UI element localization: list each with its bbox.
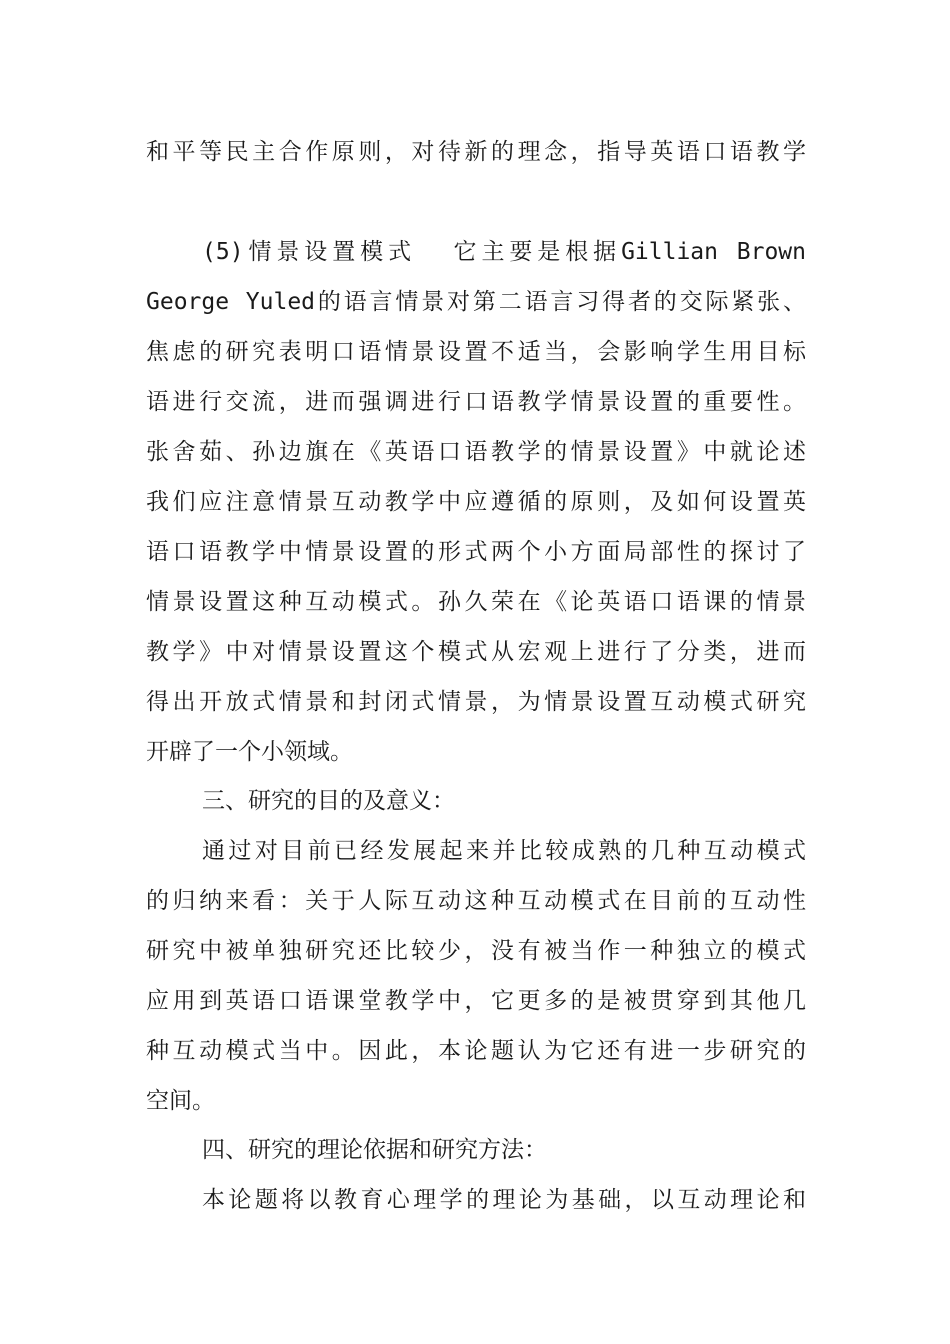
paragraph-line: 空间。 — [146, 1088, 215, 1114]
paragraph-line: 本论题将以教育心理学的理论为基础，以互动理论和 — [202, 1187, 806, 1213]
paragraph-line: George Yuled的语言情景对第二语言习得者的交际紧张、 — [146, 289, 806, 315]
paragraph-line: 焦虑的研究表明口语情景设置不适当，会影响学生用目标 — [146, 339, 806, 365]
paragraph-line: 种互动模式当中。因此，本论题认为它还有进一步研究的 — [146, 1038, 806, 1064]
paragraph-line: 语口语教学中情景设置的形式两个小方面局部性的探讨了 — [146, 539, 806, 565]
paragraph-line: 应用到英语口语课堂教学中，它更多的是被贯穿到其他几 — [146, 988, 806, 1014]
paragraph-line: (5)情景设置模式 它主要是根据Gillian Brown — [202, 239, 806, 265]
section-heading: 四、研究的理论依据和研究方法： — [202, 1137, 547, 1163]
paragraph-line: 得出开放式情景和封闭式情景，为情景设置互动模式研究 — [146, 689, 806, 715]
paragraph-line: 情景设置这种互动模式。孙久荣在《论英语口语课的情景 — [146, 589, 806, 615]
paragraph-line: 研究中被单独研究还比较少，没有被当作一种独立的模式 — [146, 938, 806, 964]
paragraph-line: 张舍茹、孙边旗在《英语口语教学的情景设置》中就论述 — [146, 439, 806, 465]
paragraph-line: 教学》中对情景设置这个模式从宏观上进行了分类，进而 — [146, 639, 806, 665]
paragraph-line: 我们应注意情景互动教学中应遵循的原则，及如何设置英 — [146, 489, 806, 515]
paragraph-line: 开辟了一个小领域。 — [146, 739, 353, 765]
paragraph-line: 通过对目前已经发展起来并比较成熟的几种互动模式 — [202, 838, 806, 864]
paragraph-line: 的归纳来看：关于人际互动这种互动模式在目前的互动性 — [146, 888, 806, 914]
paragraph-line: 和平等民主合作原则，对待新的理念，指导英语口语教学 — [146, 139, 806, 165]
section-heading: 三、研究的目的及意义： — [202, 788, 455, 814]
paragraph-line: 语进行交流，进而强调进行口语教学情景设置的重要性。 — [146, 389, 806, 415]
